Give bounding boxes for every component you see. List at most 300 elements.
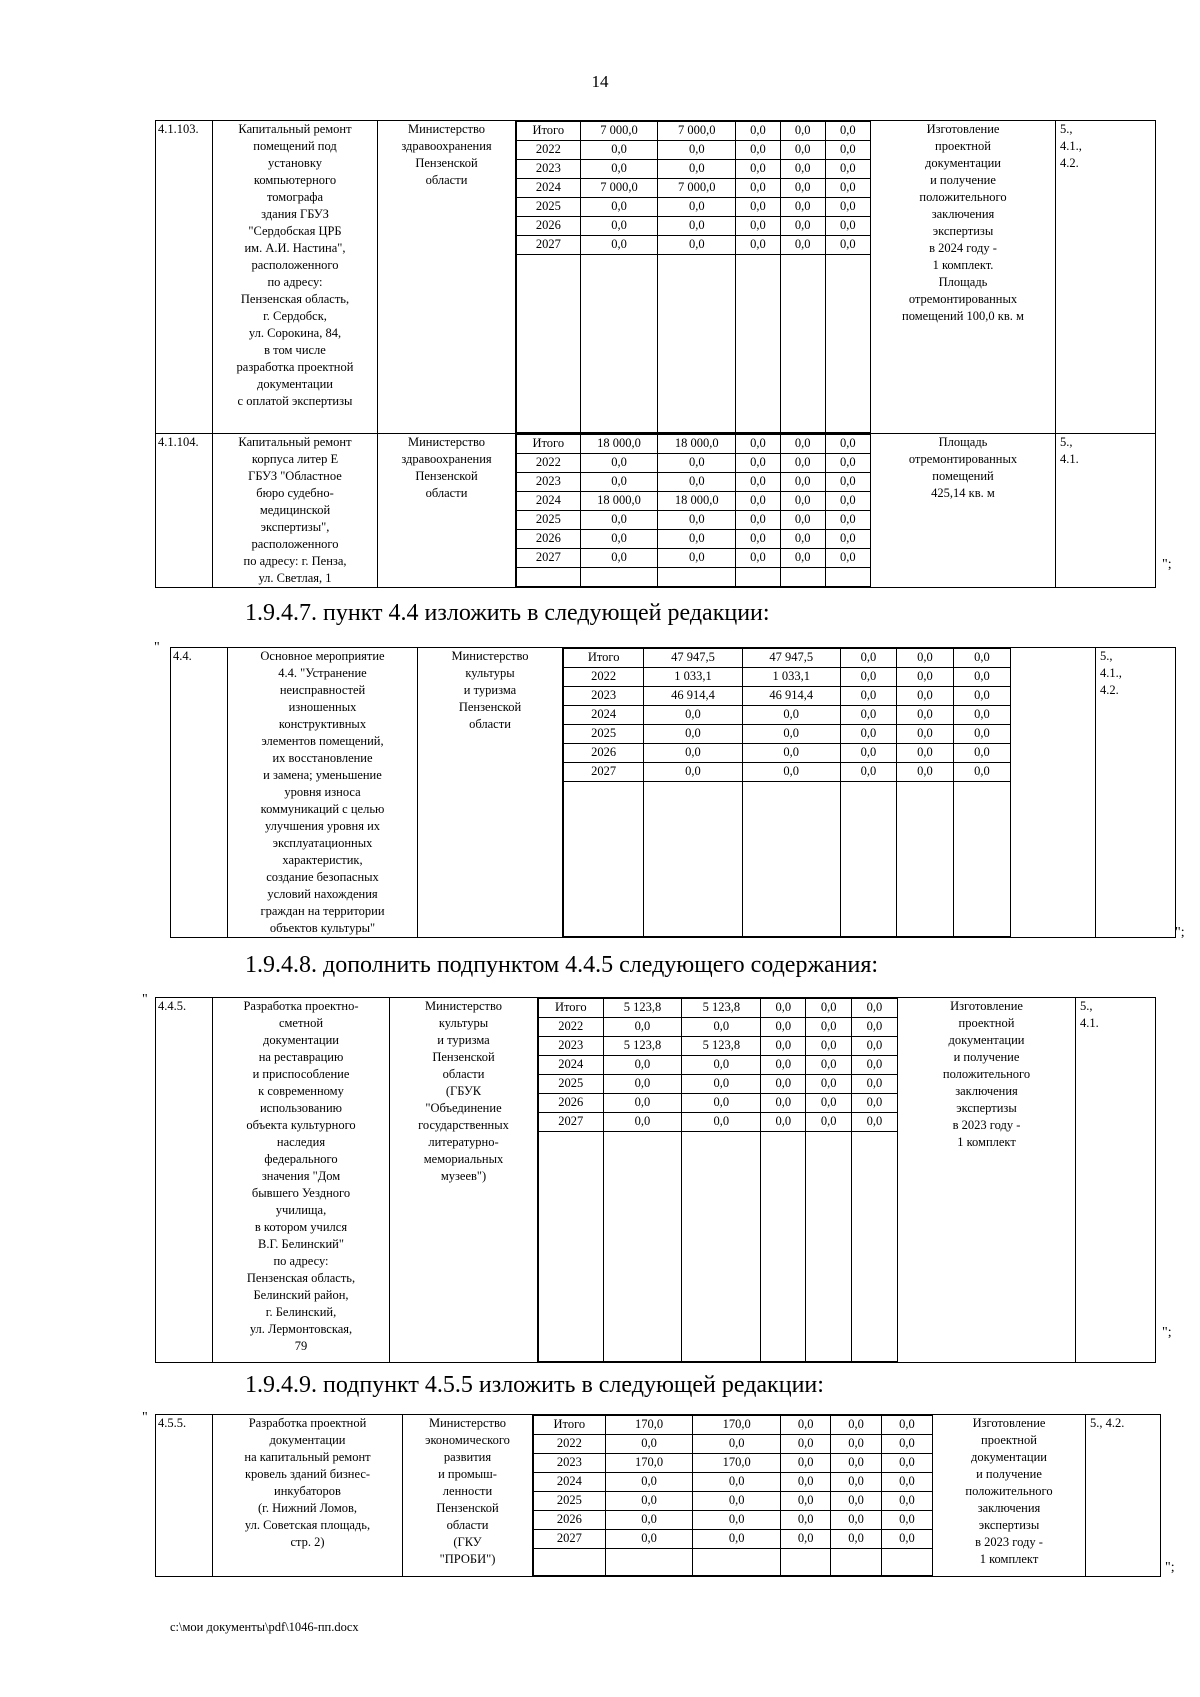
indicator-codes — [1056, 434, 1156, 588]
text-line: (ГКУ — [453, 1535, 482, 1549]
filler-cell — [580, 255, 658, 433]
funding-value: 0,0 — [682, 1056, 761, 1075]
year-row — [517, 549, 871, 568]
filler-cell — [693, 1549, 781, 1576]
funding-value: 0,0 — [851, 1037, 897, 1056]
year-label: 2025 — [517, 198, 581, 217]
funding-value: 0,0 — [658, 217, 736, 236]
filler-cell — [780, 255, 825, 433]
funding-value: 0,0 — [658, 530, 736, 549]
text-line: и промыш- — [438, 1467, 497, 1481]
text-line: конструктивных — [278, 717, 367, 731]
funding-value: 0,0 — [881, 1454, 932, 1473]
year-label: 2024 — [539, 1056, 604, 1075]
filler-cell — [539, 1132, 604, 1362]
text-line: документации — [971, 1450, 1047, 1464]
opening-quote: " — [142, 992, 148, 1007]
year-row — [517, 179, 871, 198]
text-line: (ГБУК — [445, 1084, 482, 1098]
year-label: 2025 — [564, 725, 644, 744]
text-line: с оплатой экспертизы — [237, 394, 353, 408]
funding-value: 0,0 — [736, 236, 781, 255]
filler-cell — [517, 255, 581, 433]
text-line: Пензенской — [415, 156, 478, 170]
funding-value: 0,0 — [825, 122, 870, 141]
program-table-4-1 — [155, 120, 1156, 588]
funding-value: 0,0 — [806, 1094, 852, 1113]
text-line: характеристик, — [282, 853, 363, 867]
funding-value: 0,0 — [840, 763, 896, 782]
text-line: в 2024 году - — [929, 241, 997, 255]
text-line: государственных — [418, 1118, 509, 1132]
activity-name — [228, 648, 418, 938]
program-table-4-4-5 — [155, 997, 1156, 1363]
funding-value: 0,0 — [806, 1018, 852, 1037]
text-line: "Объединение — [425, 1101, 502, 1115]
year-label: 2022 — [517, 454, 581, 473]
funding-value: 170,0 — [605, 1416, 693, 1435]
year-label: 2024 — [517, 179, 581, 198]
funding-value: 0,0 — [781, 1511, 831, 1530]
funding-value: 0,0 — [761, 1075, 806, 1094]
funding-value: 0,0 — [644, 725, 742, 744]
funding-value: 0,0 — [644, 706, 742, 725]
text-line: уровня износа — [284, 785, 361, 799]
text-line: положительного — [942, 1067, 1031, 1081]
year-row — [517, 511, 871, 530]
text-line: на капитальный ремонт — [244, 1450, 371, 1464]
funding-value: 0,0 — [742, 725, 840, 744]
funding-value: 0,0 — [780, 122, 825, 141]
text-line: бывшего Уездного — [251, 1186, 351, 1200]
funding-value: 0,0 — [603, 1075, 682, 1094]
text-line: области — [425, 173, 468, 187]
text-line: создание безопасных — [266, 870, 379, 884]
text-line: Министерство — [428, 1416, 507, 1430]
funding-value: 1 033,1 — [742, 668, 840, 687]
text-line: сметной — [278, 1016, 324, 1030]
filler-cell — [851, 1132, 897, 1362]
text-line: "Сердобская ЦРБ — [248, 224, 342, 238]
indicator-codes — [1076, 998, 1156, 1363]
filler-cell — [644, 782, 742, 937]
year-row — [539, 999, 898, 1018]
year-row — [517, 141, 871, 160]
year-row — [517, 236, 871, 255]
text-line: отремонтированных — [908, 452, 1018, 466]
text-line: 4.4. "Устранение — [278, 666, 367, 680]
funding-values — [516, 121, 871, 434]
text-line: 4.2. — [1100, 683, 1119, 697]
funding-value: 47 947,5 — [742, 649, 840, 668]
text-line: расположенного — [251, 537, 339, 551]
activity-name — [213, 434, 378, 588]
year-label: Итого — [517, 122, 581, 141]
funding-value: 0,0 — [781, 1530, 831, 1549]
expected-result — [871, 121, 1056, 434]
funding-values — [538, 998, 898, 1363]
text-line: и туризма — [463, 683, 517, 697]
funding-value: 0,0 — [825, 473, 870, 492]
funding-value: 0,0 — [580, 549, 658, 568]
funding-value: 0,0 — [780, 160, 825, 179]
filler-cell — [736, 568, 781, 587]
year-row — [517, 454, 871, 473]
text-line: 1 комплект — [957, 1135, 1016, 1149]
year-label: 2027 — [539, 1113, 604, 1132]
year-row — [564, 744, 1011, 763]
year-row — [534, 1416, 933, 1435]
funding-value: 0,0 — [831, 1492, 882, 1511]
text-line: проектной — [958, 1016, 1015, 1030]
funding-value: 0,0 — [831, 1435, 882, 1454]
year-row — [517, 217, 871, 236]
year-row — [564, 706, 1011, 725]
filler-row — [517, 255, 871, 433]
funding-value: 7 000,0 — [658, 122, 736, 141]
funding-value: 0,0 — [825, 435, 870, 454]
text-line: Основное мероприятие — [260, 649, 385, 663]
funding-value: 0,0 — [881, 1435, 932, 1454]
text-line: 79 — [294, 1339, 308, 1353]
funding-value: 5 123,8 — [603, 1037, 682, 1056]
text-line: Разработка проектно- — [243, 999, 359, 1013]
text-line: здравоохранения — [401, 452, 492, 466]
text-line: положительного — [919, 190, 1007, 204]
year-label: 2023 — [517, 473, 581, 492]
row-number: 4.4. — [171, 648, 228, 938]
funding-value: 0,0 — [644, 763, 742, 782]
funding-value: 0,0 — [806, 1113, 852, 1132]
text-line: и замена; уменьшение — [263, 768, 382, 782]
year-label: Итого — [564, 649, 644, 668]
text-line: Пензенской — [415, 469, 478, 483]
funding-value: 0,0 — [736, 492, 781, 511]
funding-value: 0,0 — [897, 763, 954, 782]
text-line: и получение — [930, 173, 996, 187]
filler-cell — [564, 782, 644, 937]
page-number: 14 — [591, 72, 609, 91]
text-line: использованию — [259, 1101, 343, 1115]
year-label: 2025 — [517, 511, 581, 530]
funding-value: 0,0 — [806, 999, 852, 1018]
text-line: "ПРОБИ") — [439, 1552, 496, 1566]
funding-value: 18 000,0 — [658, 435, 736, 454]
year-label: 2025 — [539, 1075, 604, 1094]
text-line: Министерство — [424, 999, 503, 1013]
funding-value: 0,0 — [693, 1530, 781, 1549]
funding-value: 0,0 — [881, 1473, 932, 1492]
text-line: по адресу: — [267, 275, 323, 289]
text-line: корпуса литер Е — [251, 452, 339, 466]
text-line: Пензенской — [432, 1050, 495, 1064]
funding-value: 0,0 — [580, 160, 658, 179]
funding-value: 0,0 — [780, 141, 825, 160]
text-line: в том числе — [264, 343, 326, 357]
year-row — [534, 1473, 933, 1492]
funding-value: 0,0 — [780, 492, 825, 511]
text-line: 1 комплект. — [932, 258, 994, 272]
text-line: Пензенская область, — [246, 1271, 356, 1285]
funding-value: 0,0 — [580, 236, 658, 255]
expected-result — [898, 998, 1076, 1363]
funding-values — [533, 1415, 933, 1577]
text-line: здравоохранения — [401, 139, 492, 153]
year-label: Итого — [517, 435, 581, 454]
year-row — [539, 1056, 898, 1075]
funding-value: 0,0 — [825, 492, 870, 511]
funding-value: 0,0 — [780, 530, 825, 549]
text-line: 4.1., — [1060, 139, 1082, 153]
text-line: в 2023 году - — [975, 1535, 1043, 1549]
funding-values — [563, 648, 1011, 938]
funding-value: 5 123,8 — [682, 999, 761, 1018]
funding-value: 0,0 — [953, 668, 1010, 687]
funding-value: 0,0 — [825, 160, 870, 179]
funding-value: 0,0 — [780, 217, 825, 236]
funding-value: 0,0 — [682, 1094, 761, 1113]
year-label: 2022 — [534, 1435, 606, 1454]
year-row — [539, 1037, 898, 1056]
funding-value: 0,0 — [605, 1511, 693, 1530]
funding-value: 0,0 — [897, 725, 954, 744]
funding-value: 0,0 — [682, 1018, 761, 1037]
funding-value: 0,0 — [831, 1454, 882, 1473]
funding-value: 0,0 — [780, 236, 825, 255]
text-line: положительного — [965, 1484, 1053, 1498]
text-line: значения "Дом — [261, 1169, 341, 1183]
text-line: культуры — [438, 1016, 489, 1030]
text-line: 4.1., — [1100, 666, 1122, 680]
text-line: Пензенской — [436, 1501, 499, 1515]
text-line: экспертизы", — [260, 520, 330, 534]
funding-value: 0,0 — [881, 1416, 932, 1435]
funding-value: 0,0 — [851, 999, 897, 1018]
funding-values — [516, 434, 871, 588]
funding-value: 170,0 — [605, 1454, 693, 1473]
funding-value: 0,0 — [780, 454, 825, 473]
funding-value: 0,0 — [851, 1018, 897, 1037]
funding-value: 0,0 — [736, 473, 781, 492]
funding-value: 0,0 — [831, 1416, 882, 1435]
text-line: Разработка проектной — [248, 1416, 367, 1430]
closing-quote: "; — [1175, 925, 1185, 940]
funding-value: 0,0 — [840, 744, 896, 763]
funding-value: 0,0 — [693, 1473, 781, 1492]
filler-row — [539, 1132, 898, 1362]
heading-1-9-4-9: 1.9.4.9. подпункт 4.5.5 изложить в следующей редакции: — [245, 1372, 824, 1398]
funding-value: 0,0 — [897, 668, 954, 687]
filler-cell — [605, 1549, 693, 1576]
text-line: 5., 4.2. — [1090, 1416, 1125, 1430]
funding-value: 0,0 — [658, 511, 736, 530]
year-label: 2026 — [539, 1094, 604, 1113]
funding-value: 0,0 — [825, 511, 870, 530]
year-row — [564, 687, 1011, 706]
program-table-4-5-5 — [155, 1414, 1161, 1577]
text-line: Капитальный ремонт — [238, 122, 352, 136]
text-line: Капитальный ремонт — [238, 435, 352, 449]
text-line: Министерство — [451, 649, 529, 663]
text-line: Министерство — [407, 122, 486, 136]
closing-quote: "; — [1165, 1560, 1175, 1575]
filler-cell — [534, 1549, 606, 1576]
funding-value: 0,0 — [580, 454, 658, 473]
filler-row — [534, 1549, 933, 1576]
funding-value: 170,0 — [693, 1416, 781, 1435]
filler-cell — [953, 782, 1010, 937]
funding-value: 0,0 — [806, 1037, 852, 1056]
text-line: в котором учился — [254, 1220, 348, 1234]
text-line: г. Белинский, — [265, 1305, 337, 1319]
year-label: 2027 — [517, 549, 581, 568]
year-row — [517, 160, 871, 179]
funding-value: 0,0 — [780, 549, 825, 568]
text-line: коммуникаций с целью — [260, 802, 385, 816]
text-line: 1 комплект — [979, 1552, 1039, 1566]
funding-value: 0,0 — [693, 1492, 781, 1511]
text-line: и получение — [976, 1467, 1042, 1481]
year-row — [534, 1511, 933, 1530]
executor — [390, 998, 538, 1363]
text-line: разработка проектной — [236, 360, 354, 374]
funding-value: 0,0 — [953, 706, 1010, 725]
funding-value: 0,0 — [851, 1113, 897, 1132]
funding-value: 0,0 — [736, 179, 781, 198]
closing-quote: "; — [1162, 1325, 1172, 1340]
text-line: помещений — [932, 469, 994, 483]
funding-value: 0,0 — [736, 530, 781, 549]
funding-value: 0,0 — [736, 435, 781, 454]
funding-value: 46 914,4 — [644, 687, 742, 706]
text-line: им. А.И. Настина", — [244, 241, 346, 255]
funding-value: 0,0 — [603, 1094, 682, 1113]
funding-value: 0,0 — [736, 454, 781, 473]
funding-value: 0,0 — [693, 1435, 781, 1454]
funding-value: 5 123,8 — [682, 1037, 761, 1056]
year-label: 2024 — [517, 492, 581, 511]
year-label: 2027 — [517, 236, 581, 255]
text-line: музеев") — [440, 1169, 487, 1183]
year-row — [517, 435, 871, 454]
text-line: области — [425, 486, 468, 500]
text-line: заключения — [955, 1084, 1018, 1098]
year-row — [517, 122, 871, 141]
file-path-footer: c:\мои документы\pdf\1046-пп.docx — [170, 1620, 359, 1634]
year-label: 2026 — [564, 744, 644, 763]
funding-value: 0,0 — [781, 1416, 831, 1435]
funding-value: 0,0 — [605, 1530, 693, 1549]
text-line: документации — [263, 1033, 339, 1047]
funding-value: 0,0 — [761, 1056, 806, 1075]
funding-value: 0,0 — [840, 706, 896, 725]
text-line: проектной — [935, 139, 991, 153]
activity-name — [213, 998, 390, 1363]
activity-name — [213, 1415, 403, 1577]
text-line: документации — [269, 1433, 346, 1447]
year-row — [517, 492, 871, 511]
text-line: 5., — [1080, 999, 1093, 1013]
filler-cell — [881, 1549, 932, 1576]
year-row — [534, 1435, 933, 1454]
text-line: проектной — [981, 1433, 1037, 1447]
text-line: стр. 2) — [290, 1535, 325, 1549]
funding-value: 0,0 — [825, 217, 870, 236]
year-label: 2026 — [517, 217, 581, 236]
executor — [378, 434, 516, 588]
text-line: неисправностей — [279, 683, 366, 697]
text-line: к современному — [258, 1084, 344, 1098]
funding-value: 0,0 — [603, 1018, 682, 1037]
text-line: Изготовление — [950, 999, 1023, 1013]
text-line: ул. Светлая, 1 — [258, 571, 332, 585]
funding-value: 0,0 — [605, 1492, 693, 1511]
funding-value: 0,0 — [658, 160, 736, 179]
text-line: улучшения уровня их — [264, 819, 381, 833]
text-line: условий нахождения — [267, 887, 378, 901]
text-line: (г. Нижний Ломов, — [257, 1501, 358, 1515]
text-line: их восстановление — [272, 751, 373, 765]
text-line: изношенных — [288, 700, 357, 714]
funding-value: 0,0 — [603, 1056, 682, 1075]
text-line: федерального — [264, 1152, 338, 1166]
funding-value: 7 000,0 — [658, 179, 736, 198]
text-line: экспертизы — [956, 1101, 1017, 1115]
funding-value: 0,0 — [658, 141, 736, 160]
year-label: Итого — [534, 1416, 606, 1435]
funding-value: 0,0 — [897, 706, 954, 725]
indicator-codes — [1086, 1415, 1161, 1577]
funding-value: 0,0 — [605, 1473, 693, 1492]
funding-value: 0,0 — [881, 1511, 932, 1530]
text-line: 4.1. — [1060, 452, 1079, 466]
text-line: помещений 100,0 кв. м — [902, 309, 1024, 323]
heading-1-9-4-7: 1.9.4.7. пункт 4.4 изложить в следующей редакции: — [245, 600, 770, 626]
funding-value: 0,0 — [825, 454, 870, 473]
indicator-codes — [1056, 121, 1156, 434]
funding-value: 0,0 — [736, 217, 781, 236]
year-label: 2024 — [534, 1473, 606, 1492]
text-line: отремонтированных — [908, 292, 1018, 306]
text-line: документации — [257, 377, 333, 391]
expected-result — [933, 1415, 1086, 1577]
funding-value: 0,0 — [736, 198, 781, 217]
text-line: инкубаторов — [274, 1484, 341, 1498]
funding-value: 0,0 — [780, 435, 825, 454]
funding-value: 0,0 — [780, 198, 825, 217]
text-line: кровель зданий бизнес- — [244, 1467, 371, 1481]
funding-value: 0,0 — [580, 217, 658, 236]
funding-value: 0,0 — [580, 511, 658, 530]
funding-value: 0,0 — [781, 1473, 831, 1492]
filler-row — [564, 782, 1011, 937]
filler-cell — [825, 255, 870, 433]
filler-cell — [897, 782, 954, 937]
text-line: 425,14 кв. м — [931, 486, 995, 500]
text-line: документации — [948, 1033, 1025, 1047]
funding-value: 0,0 — [953, 725, 1010, 744]
year-label: 2025 — [534, 1492, 606, 1511]
text-line: томографа — [266, 190, 324, 204]
funding-value: 0,0 — [781, 1435, 831, 1454]
year-label: 2024 — [564, 706, 644, 725]
funding-value: 0,0 — [658, 236, 736, 255]
funding-value: 0,0 — [658, 549, 736, 568]
text-line: Пензенская область, — [240, 292, 350, 306]
expected-result — [1011, 648, 1096, 938]
closing-quote: "; — [1162, 557, 1172, 572]
funding-value: 18 000,0 — [580, 492, 658, 511]
